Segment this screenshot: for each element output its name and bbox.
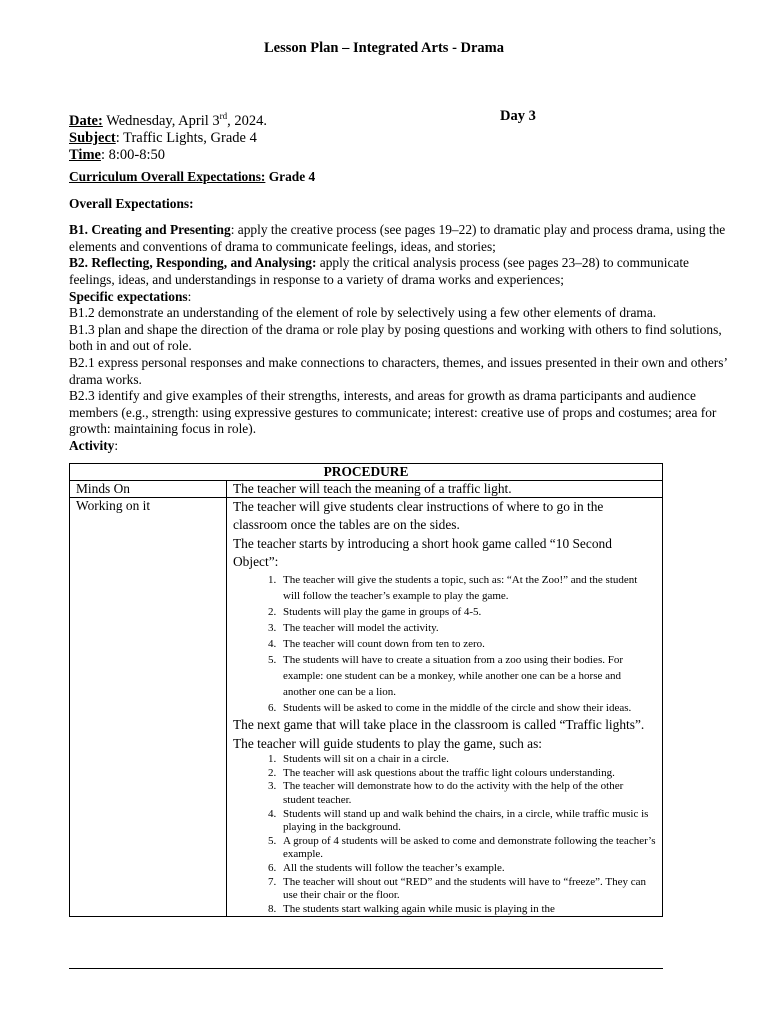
list-item: 3. The teacher will model the activity. (279, 620, 656, 636)
working-intro-1: The teacher will give students clear instructions of where to go in the classroom once the tables are on the sides. (233, 499, 604, 533)
date-value-post: , 2024. (227, 112, 268, 129)
game1-steps (233, 572, 656, 717)
b1-label: B1. Creating and Presenting (69, 222, 231, 238)
guide-text: The teacher will guide students to play the game, such as: (233, 735, 543, 751)
time-label: Time (69, 146, 101, 163)
curriculum-grade: Grade 4 (265, 169, 316, 184)
subject-label: Subject (69, 129, 116, 146)
list-item: 6. All the students will follow the teacher’s example. (279, 862, 656, 876)
overall-heading: Overall Expectations: (69, 195, 194, 211)
working-label: Working on it (70, 498, 227, 917)
day-label: Day 3 (500, 108, 536, 124)
list-item: 8. The students start walking again while music is playing in the (279, 903, 656, 917)
date-line (69, 108, 267, 130)
list-item: 1. Students will sit on a chair in a circle. (279, 753, 656, 767)
date-label: Date: (69, 112, 103, 129)
subject-line (69, 130, 267, 147)
time-value: : 8:00-8:50 (100, 146, 165, 163)
procedure-table-wrap (69, 463, 663, 969)
activity-colon: : (114, 437, 119, 453)
minds-on-label: Minds On (70, 481, 227, 498)
list-item: 1. The teacher will give the students a topic, such as: “At the Zoo!” and the student will follow the teacher’s example to play the game. (279, 572, 656, 604)
minds-on-text: The teacher will teach the meaning of a traffic light. (227, 481, 663, 498)
working-content (227, 498, 663, 917)
specific-b2-3: B2.3 identify and give examples of their strengths, interests, and areas for growth as drama participants and audience members (e.g., strength: using expressive gestures to communicate; interest: creative use of props and costumes; area for growth: maintaining focus in role). (69, 388, 717, 437)
list-item: 2. The teacher will ask questions about the traffic light colours understanding. (279, 767, 656, 781)
curriculum-label: Curriculum Overall Expectations: (69, 169, 266, 184)
procedure-heading: PROCEDURE (70, 464, 663, 481)
list-item: 3. The teacher will demonstrate how to do the activity with the help of the other student teacher. (279, 780, 656, 807)
list-item: 2. Students will play the game in groups of 4-5. (279, 604, 656, 620)
game2-steps (233, 753, 656, 916)
specific-b2-1: B2.1 express personal responses and make connections to characters, themes, and issues presented in their own and others’ drama works. (69, 354, 727, 387)
list-item: 5. A group of 4 students will be asked to come and demonstrate following the teacher’s example. (279, 835, 656, 862)
b1-paragraph (69, 222, 729, 255)
expectations-section (69, 169, 729, 455)
specific-colon: : (187, 288, 192, 304)
list-item: 4. Students will stand up and walk behind the chairs, in a circle, while traffic music is playing in the background. (279, 808, 656, 835)
specific-b1-3: B1.3 plan and shape the direction of the drama or role play by posing questions and working with others to find solutions, both in and out of role. (69, 321, 722, 354)
specific-label: Specific expectations (69, 288, 188, 304)
list-item: 4. The teacher will count down from ten to zero. (279, 636, 656, 652)
b1-text: : apply the creative process (see pages 19–22) to dramatic play and process drama, using the elements and conventions of drama to communicate feelings, ideas, and stories; (69, 222, 726, 254)
table-row (70, 498, 663, 917)
working-intro-2: The teacher starts by introducing a short hook game called “10 Second Object”: (233, 535, 612, 570)
specific-b1-2: B1.2 demonstrate an understanding of the element of role by selectively using a few other elements of drama. (69, 305, 657, 321)
date-value-pre: Wednesday, April 3 (102, 112, 220, 129)
b2-text: apply the critical analysis process (see pages 23–28) to communicate feelings, ideas, and understandings in response to a variety of drama works and experiences; (69, 255, 689, 287)
subject-value: : Traffic Lights, Grade 4 (115, 129, 257, 146)
time-line (69, 147, 267, 164)
list-item: 6. Students will be asked to come in the middle of the circle and show their ideas. (279, 700, 656, 716)
page-title: Lesson Plan – Integrated Arts - Drama (263, 40, 505, 56)
b2-label: B2. Reflecting, Responding, and Analysing: (69, 255, 317, 271)
procedure-table (69, 463, 663, 917)
curriculum-line (69, 169, 729, 186)
lesson-header (69, 108, 267, 164)
activity-label: Activity (69, 437, 115, 453)
list-item: 5. The students will have to create a situation from a zoo using their bodies. For example: one student can be a monkey, while another one can be a horse and another one can be a lion. (279, 652, 656, 700)
list-item: 7. The teacher will shout out “RED” and the students will have to “freeze”. They can use their chair or the floor. (279, 876, 656, 903)
activity-heading (69, 438, 729, 455)
table-row (70, 481, 663, 498)
specific-heading (69, 289, 729, 306)
date-sup: rd (219, 111, 228, 121)
b2-paragraph (69, 255, 729, 288)
next-game: The next game that will take place in the classroom is called “Traffic lights”. (233, 717, 645, 733)
